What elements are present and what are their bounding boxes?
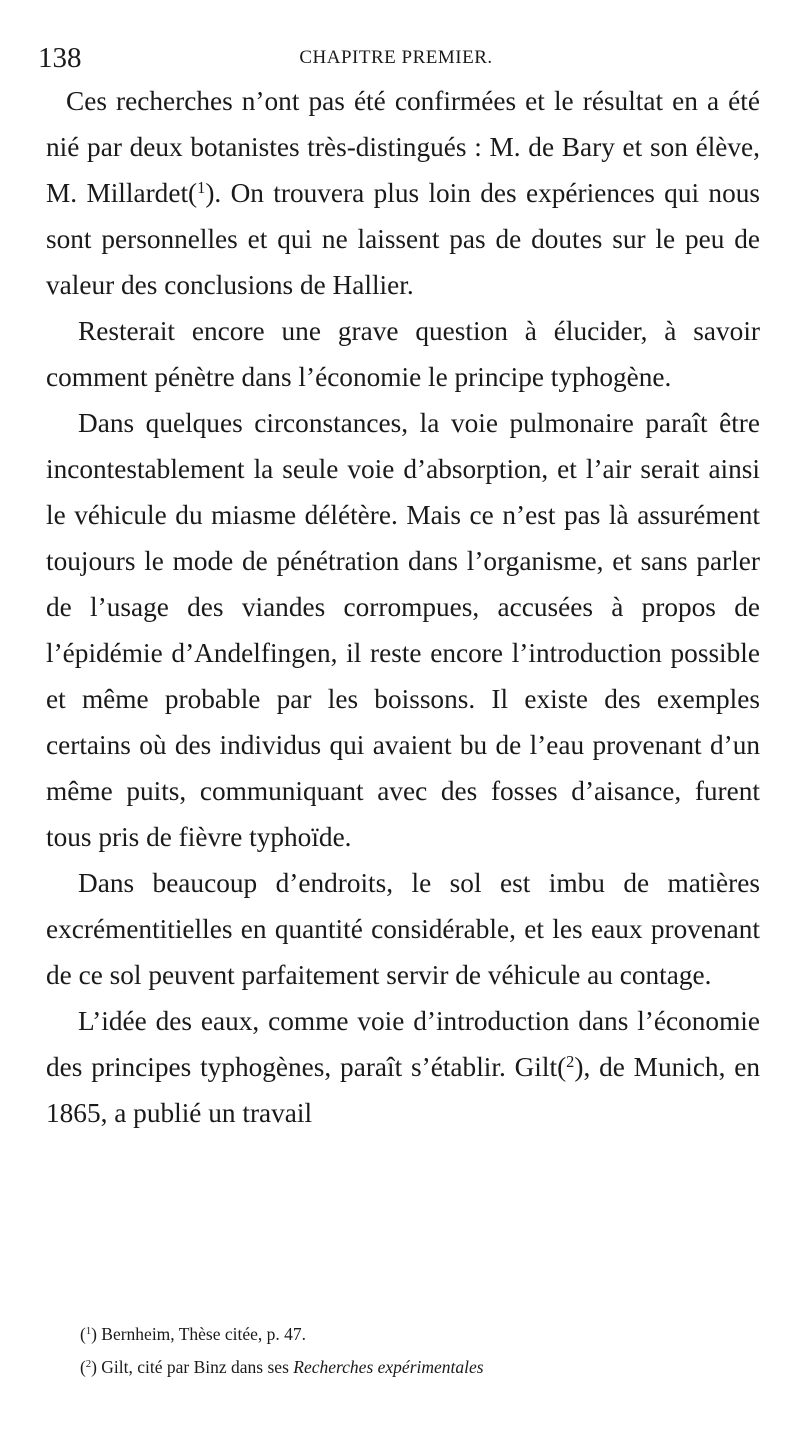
paragraph-5-text-b: , de Munich, en 1865, a publié un travail [46, 1052, 760, 1128]
paragraph-1-text-a: Ces recherches n’ont pas été confirmées et le résultat en a été nié par deux botanistes très-distingués : M. de Bary et son élève, M. Millardet [46, 86, 760, 208]
footnote-2: ($^2$) Gilt, cité par Binz dans ses Recherches expérimentales [80, 1357, 484, 1377]
footnote-2-text: Gilt, cité par Binz dans ses [101, 1357, 294, 1377]
running-title: CHAPITRE PREMIER. [299, 47, 493, 68]
paragraph-1-text-b: . On trouvera plus loin des expériences qui nous sont personnelles et qui ne laissent pas de doutes sur le peu de valeur des conclusions de Hallier. [46, 178, 760, 300]
page-number: 138 [38, 42, 82, 74]
footnote-ref-1: 1 [197, 178, 206, 197]
paragraph-1: Ces recherches n’ont pas été confirmées et le résultat en a été nié par deux botanistes très-distingués : M. de Bary et son élève, M. Millardet($^1$). On trouvera plus loin des expériences qui nous sont personnelles et qui ne laissent pas de doutes sur le peu de valeur des conclusions de Hallier. [46, 86, 760, 300]
paragraph-2: Resterait encore une grave question à élucider, à savoir comment pénètre dans l’économie le principe typhogène. [46, 316, 760, 392]
footnote-1: ($^1$) Bernheim, Thèse citée, p. 47. [80, 1324, 307, 1344]
paragraph-5-text-a: L’idée des eaux, comme voie d’introduction dans l’économie des principes typhogènes, paraît s’établir. Gilt [46, 1006, 760, 1082]
page-header [38, 38, 754, 78]
body-text [46, 78, 760, 1136]
footnote-1-text: Bernheim, Thèse citée, p. 47. [101, 1324, 307, 1344]
footnote-ref-2: 2 [566, 1052, 575, 1071]
paragraph-3: Dans quelques circonstances, la voie pulmonaire paraît être incontestablement la seule voie d’absorption, et l’air serait ainsi le véhicule du miasme délétère. Mais ce n’est pas là assurément toujours le mode de pénétration dans l’organisme, et sans parler de l’usage des viandes corrompues, accusées à propos de l’épidémie d’Andelfingen, il reste encore l’introduction possible et même probable par les boissons. Il existe des exemples certains où des individus qui avaient bu de l’eau provenant d’un même puits, communiquant avec des fosses d’aisance, furent tous pris de fièvre typhoïde. [46, 408, 760, 852]
footnote-marker-1: 1 [85, 1326, 92, 1338]
paragraph-4: Dans beaucoup d’endroits, le sol est imbu de matières excrémentitielles en quantité considérable, et les eaux provenant de ce sol peuvent parfaitement servir de véhicule au contage. [46, 868, 760, 990]
footnotes [80, 1318, 740, 1384]
paragraph-5: L’idée des eaux, comme voie d’introduction dans l’économie des principes typhogènes, paraît s’établir. Gilt($^2$), de Munich, en 1865, a publié un travail [46, 1006, 760, 1128]
footnote-2-italic: Recherches expérimentales [293, 1357, 484, 1377]
footnote-marker-2: 2 [85, 1359, 92, 1371]
